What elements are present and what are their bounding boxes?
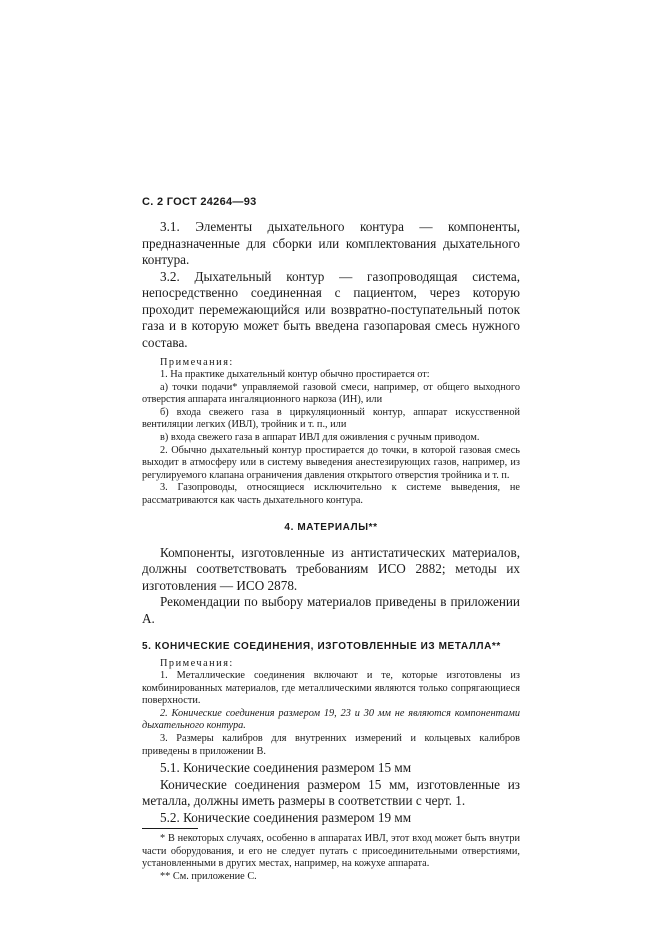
- note-1-a: а) точки подачи* управляемой газовой смеси, например, от общего выходного отверстия аппарата ингаляционного наркоза (ИН), или: [142, 381, 520, 406]
- footnote-2: ** См. приложение С.: [160, 870, 257, 882]
- section-5-heading: 5. КОНИЧЕСКИЕ СОЕДИНЕНИЯ, ИЗГОТОВЛЕННЫЕ ИЗ МЕТАЛЛА**: [142, 641, 501, 653]
- footnote-rule: [142, 828, 198, 829]
- note-1-b: б) входа свежего газа в циркуляционный контур, аппарат искусственной вентиляции легких (ИВЛ), тройник и т. п., или: [142, 406, 520, 431]
- note-2: 2. Обычно дыхательный контур простирается до точки, в которой газовая смесь выходит в атмосферу или в систему выведения анестезирующих газов, например, из регулируемого клапана ограничения давления открытого отверстия тройника и т. п.: [142, 444, 520, 481]
- note-1-v: в) входа свежего газа в аппарат ИВЛ для оживления с ручным приводом.: [160, 431, 480, 443]
- note-1: 1. На практике дыхательный контур обычно простирается от:: [160, 369, 430, 380]
- paragraph-5-1: Конические соединения размером 15 мм, изготовленные из металла, должны иметь размеры в соответствии с черт. 1.: [142, 776, 520, 809]
- note-3: 3. Газопроводы, относящиеся исключительно к системе выведения, не рассматриваются как часть дыхательного контура.: [142, 482, 520, 506]
- note-5-2: 2. Конические соединения размером 19, 23 и 30 мм не являются компонентами дыхательного контура.: [142, 707, 520, 732]
- footnote-1: * В некоторых случаях, особенно в аппаратах ИВЛ, этот вход может быть внутри части оборудования, и его не следует путать с присоединительными отверстиями, установленными в других местах, например, на кожухе аппарата.: [142, 833, 520, 870]
- subsection-5-2-heading: 5.2. Конические соединения размером 19 мм: [160, 809, 412, 825]
- paragraph-3-1: 3.1. Элементы дыхательного контура — компоненты, предназначенные для сборки или комплектования дыхательного контура.: [142, 219, 520, 267]
- page-content: [142, 219, 520, 884]
- section-4-heading: 4. МАТЕРИАЛЫ**: [284, 521, 378, 533]
- note-5-3: 3. Размеры калибров для внутренних измерений и кольцевых калибров приведены в приложении В.: [142, 733, 520, 757]
- subsection-5-1-heading: 5.1. Конические соединения размером 15 мм: [160, 760, 412, 776]
- note-5-1: 1. Металлические соединения включают и те, которые изготовлены из комбинированных материалов, где металлическими являются только сопрягающиеся поверхности.: [142, 670, 520, 707]
- paragraph-4-2: Рекомендации по выбору материалов приведены в приложении А.: [142, 594, 520, 626]
- notes-heading: Примечания:: [160, 357, 234, 368]
- paragraph-4-1: Компоненты, изготовленные из антистатических материалов, должны соответствовать требованиям ИСО 2882; методы их изготовления — ИСО 2878.: [142, 544, 520, 593]
- notes-heading-2: Примечания:: [160, 658, 234, 670]
- page-header: С. 2 ГОСТ 24264—93: [142, 196, 257, 208]
- paragraph-3-2: 3.2. Дыхательный контур — газопроводящая система, непосредственно соединенная с пациентом, через которую проходит перемежающийся или возвратно-поступательный поток газа и в которую может быть введена газопаровая смесь нужного состава.: [142, 268, 520, 350]
